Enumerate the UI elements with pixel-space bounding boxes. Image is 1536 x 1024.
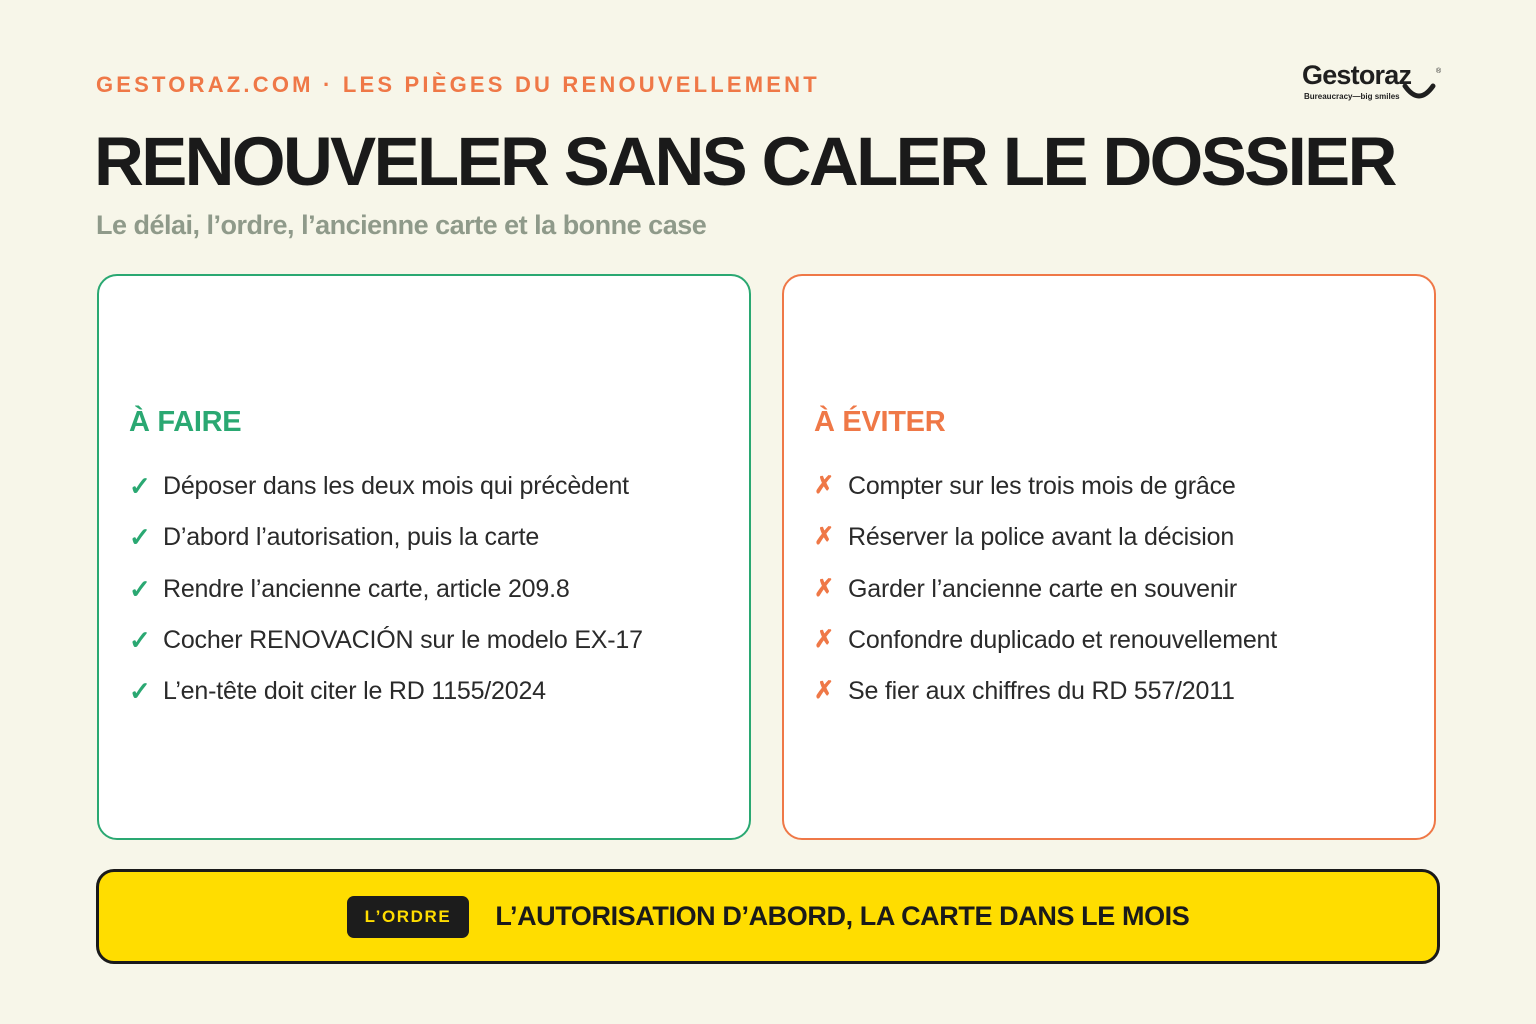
avoid-item-text: Se fier aux chiffres du RD 557/2011 (848, 677, 1235, 706)
order-banner (96, 869, 1440, 964)
check-icon: ✓ (129, 471, 151, 501)
logo-tagline: Bureaucracy—big smiles (1304, 92, 1400, 101)
smile-icon (1402, 82, 1436, 104)
do-card (97, 274, 751, 840)
avoid-item-text: Compter sur les trois mois de grâce (848, 472, 1236, 500)
do-list-item (129, 569, 643, 620)
banner-text: L’AUTORISATION D’ABORD, LA CARTE DANS LE MOIS (495, 901, 1190, 931)
logo-registered-mark: ® (1436, 68, 1442, 75)
cross-icon: ✗ (814, 625, 835, 653)
cross-icon: ✗ (814, 523, 835, 551)
do-item-text: Déposer dans les deux mois qui précèdent (163, 472, 629, 500)
page-title: RENOUVELER SANS CALER LE DOSSIER (94, 123, 1395, 200)
cross-icon: ✗ (814, 472, 835, 499)
check-icon: ✓ (129, 573, 151, 604)
do-item-text: D’abord l’autorisation, puis la carte (163, 523, 540, 552)
do-list (129, 466, 643, 722)
gestoraz-logo (1300, 60, 1445, 110)
logo-wordmark: Gestoraz (1302, 60, 1412, 90)
order-badge: L’ORDRE (347, 896, 470, 938)
do-item-text: Rendre l’ancienne carte, article 209.8 (163, 574, 570, 603)
do-item-text: L’en-tête doit citer le RD 1155/2024 (163, 677, 546, 706)
do-list-item (129, 620, 643, 671)
eyebrow-label: GESTORAZ.COM · LES PIÈGES DU RENOUVELLEMENT (96, 72, 820, 97)
cross-icon: ✗ (814, 574, 835, 602)
cross-icon: ✗ (814, 677, 835, 705)
avoid-list-item (814, 569, 1277, 620)
avoid-list (814, 466, 1277, 722)
avoid-list-item (814, 671, 1277, 722)
do-list-item (129, 466, 643, 517)
avoid-item-text: Réserver la police avant la décision (848, 523, 1235, 552)
do-item-text: Cocher RENOVACIÓN sur le modelo EX-17 (163, 625, 643, 654)
avoid-list-item (814, 466, 1277, 517)
check-icon: ✓ (129, 624, 151, 655)
avoid-list-item (814, 620, 1277, 671)
avoid-item-text: Confondre duplicado et renouvellement (848, 625, 1278, 654)
do-list-item (129, 671, 643, 722)
check-icon: ✓ (129, 522, 151, 553)
do-card-heading: À FAIRE (129, 406, 242, 438)
check-icon: ✓ (129, 676, 151, 707)
avoid-card-heading: À ÉVITER (814, 406, 946, 438)
page-subtitle: Le délai, l’ordre, l’ancienne carte et la bonne case (96, 210, 707, 240)
do-list-item (129, 517, 643, 568)
avoid-item-text: Garder l’ancienne carte en souvenir (848, 574, 1238, 603)
avoid-list-item (814, 517, 1277, 568)
avoid-card (782, 274, 1436, 840)
